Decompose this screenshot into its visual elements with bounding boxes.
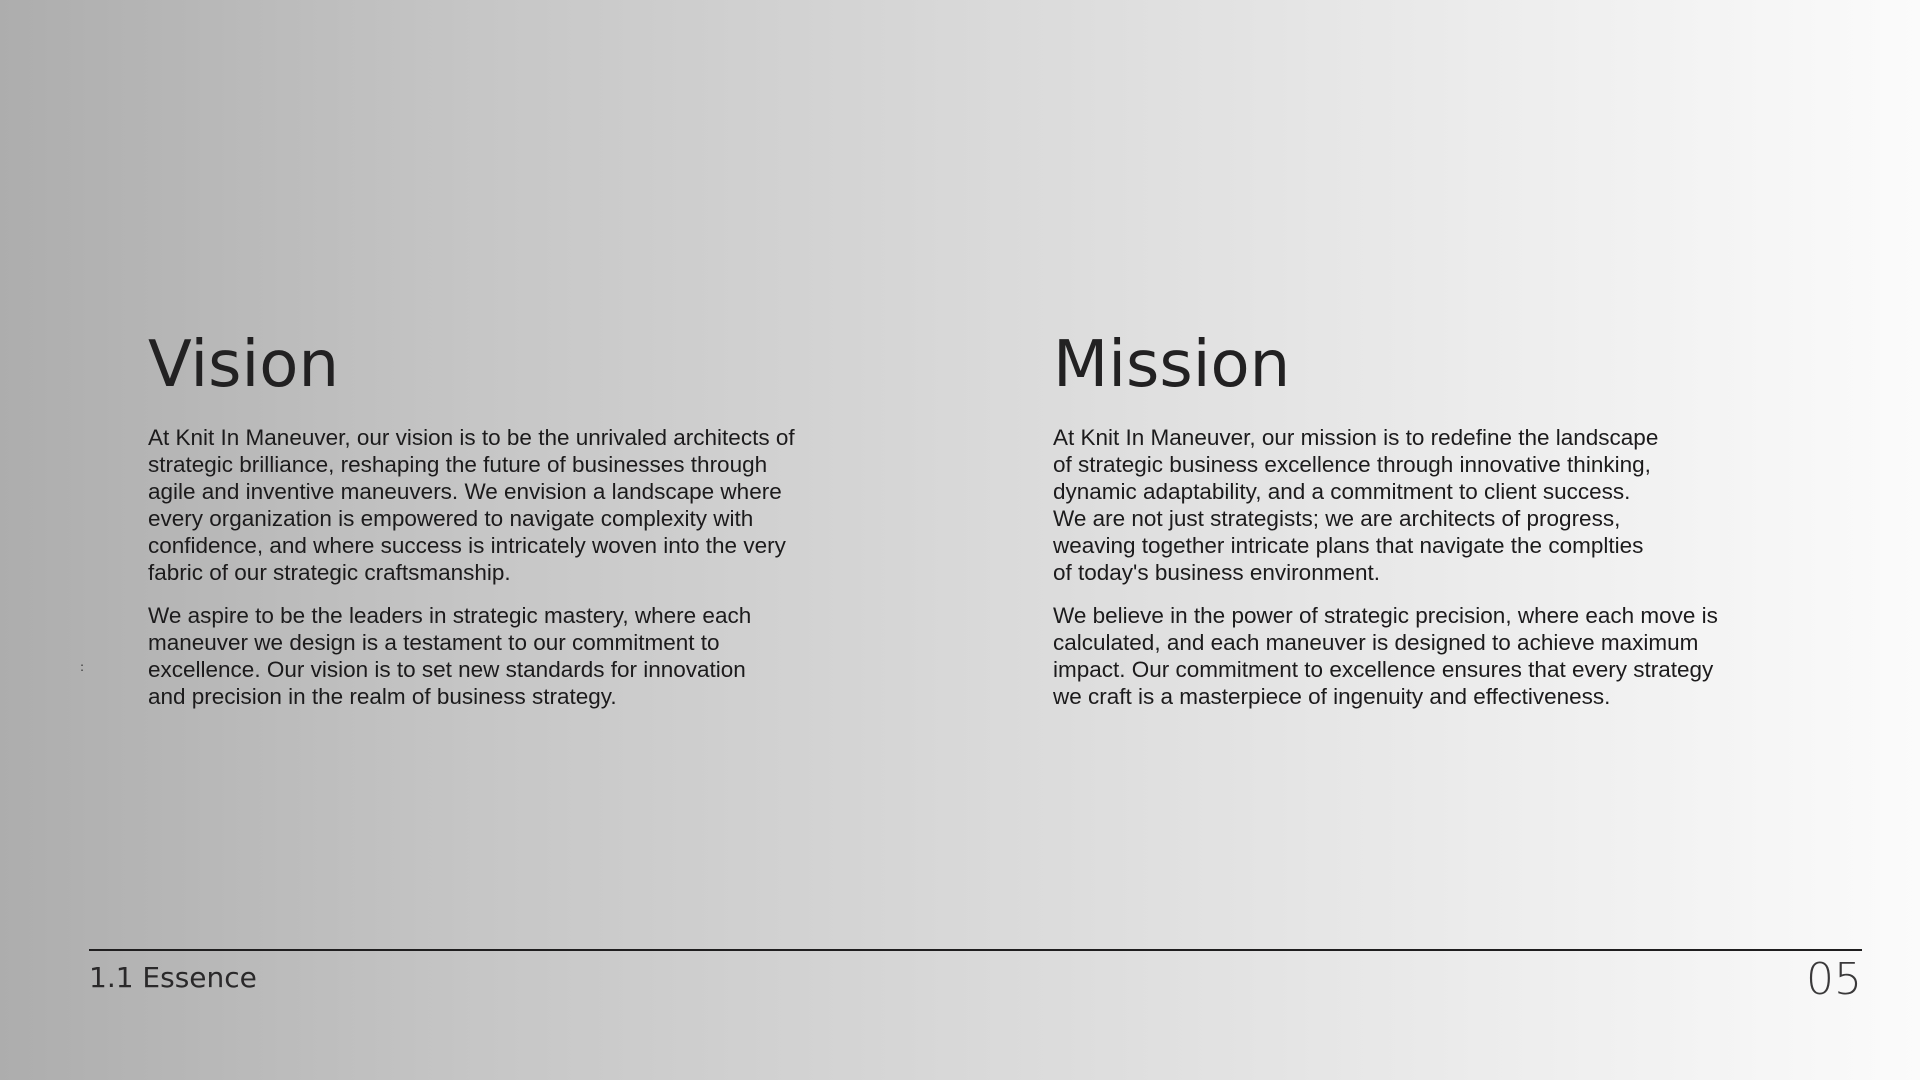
mission-heading: Mission [1053,328,1291,402]
vision-paragraph-1: At Knit In Maneuver, our vision is to be the unrivaled architects of strategic brilliance, reshaping the future of businesses through agile and inventive maneuvers. We envision a landscape where every organization is empowered to navigate complexity with confidence, and where success is intricately woven into the very fabric of our strategic craftsmanship. [148,425,795,585]
side-marker: : [80,660,85,674]
section-label: 1.1 Essence [89,961,257,994]
mission-paragraph-2: We believe in the power of strategic precision, where each move is calculated, and each maneuver is designed to achieve maximum impact. Our commitment to excellence ensures that every strategy we craft is a masterpiece of ingenuity and effectiveness. [1053,603,1718,709]
vision-section [148,320,868,726]
page-number: 05 [1806,954,1862,1005]
footer-divider [89,949,1862,951]
vision-paragraph-2: We aspire to be the leaders in strategic mastery, where each maneuver we design is a testament to our commitment to excellence. Our vision is to set new standards for innovation and precision in the realm of business strategy. [148,603,752,709]
vision-heading: Vision [148,328,339,402]
mission-section [1053,320,1813,726]
mission-paragraph-1: At Knit In Maneuver, our mission is to redefine the landscape of strategic business excellence through innovative thinking, dynamic adaptability, and a commitment to client success. We are not just strategists; we are architects of progress, weaving together intricate plans that navigate the complties of today's business environment. [1053,425,1659,585]
